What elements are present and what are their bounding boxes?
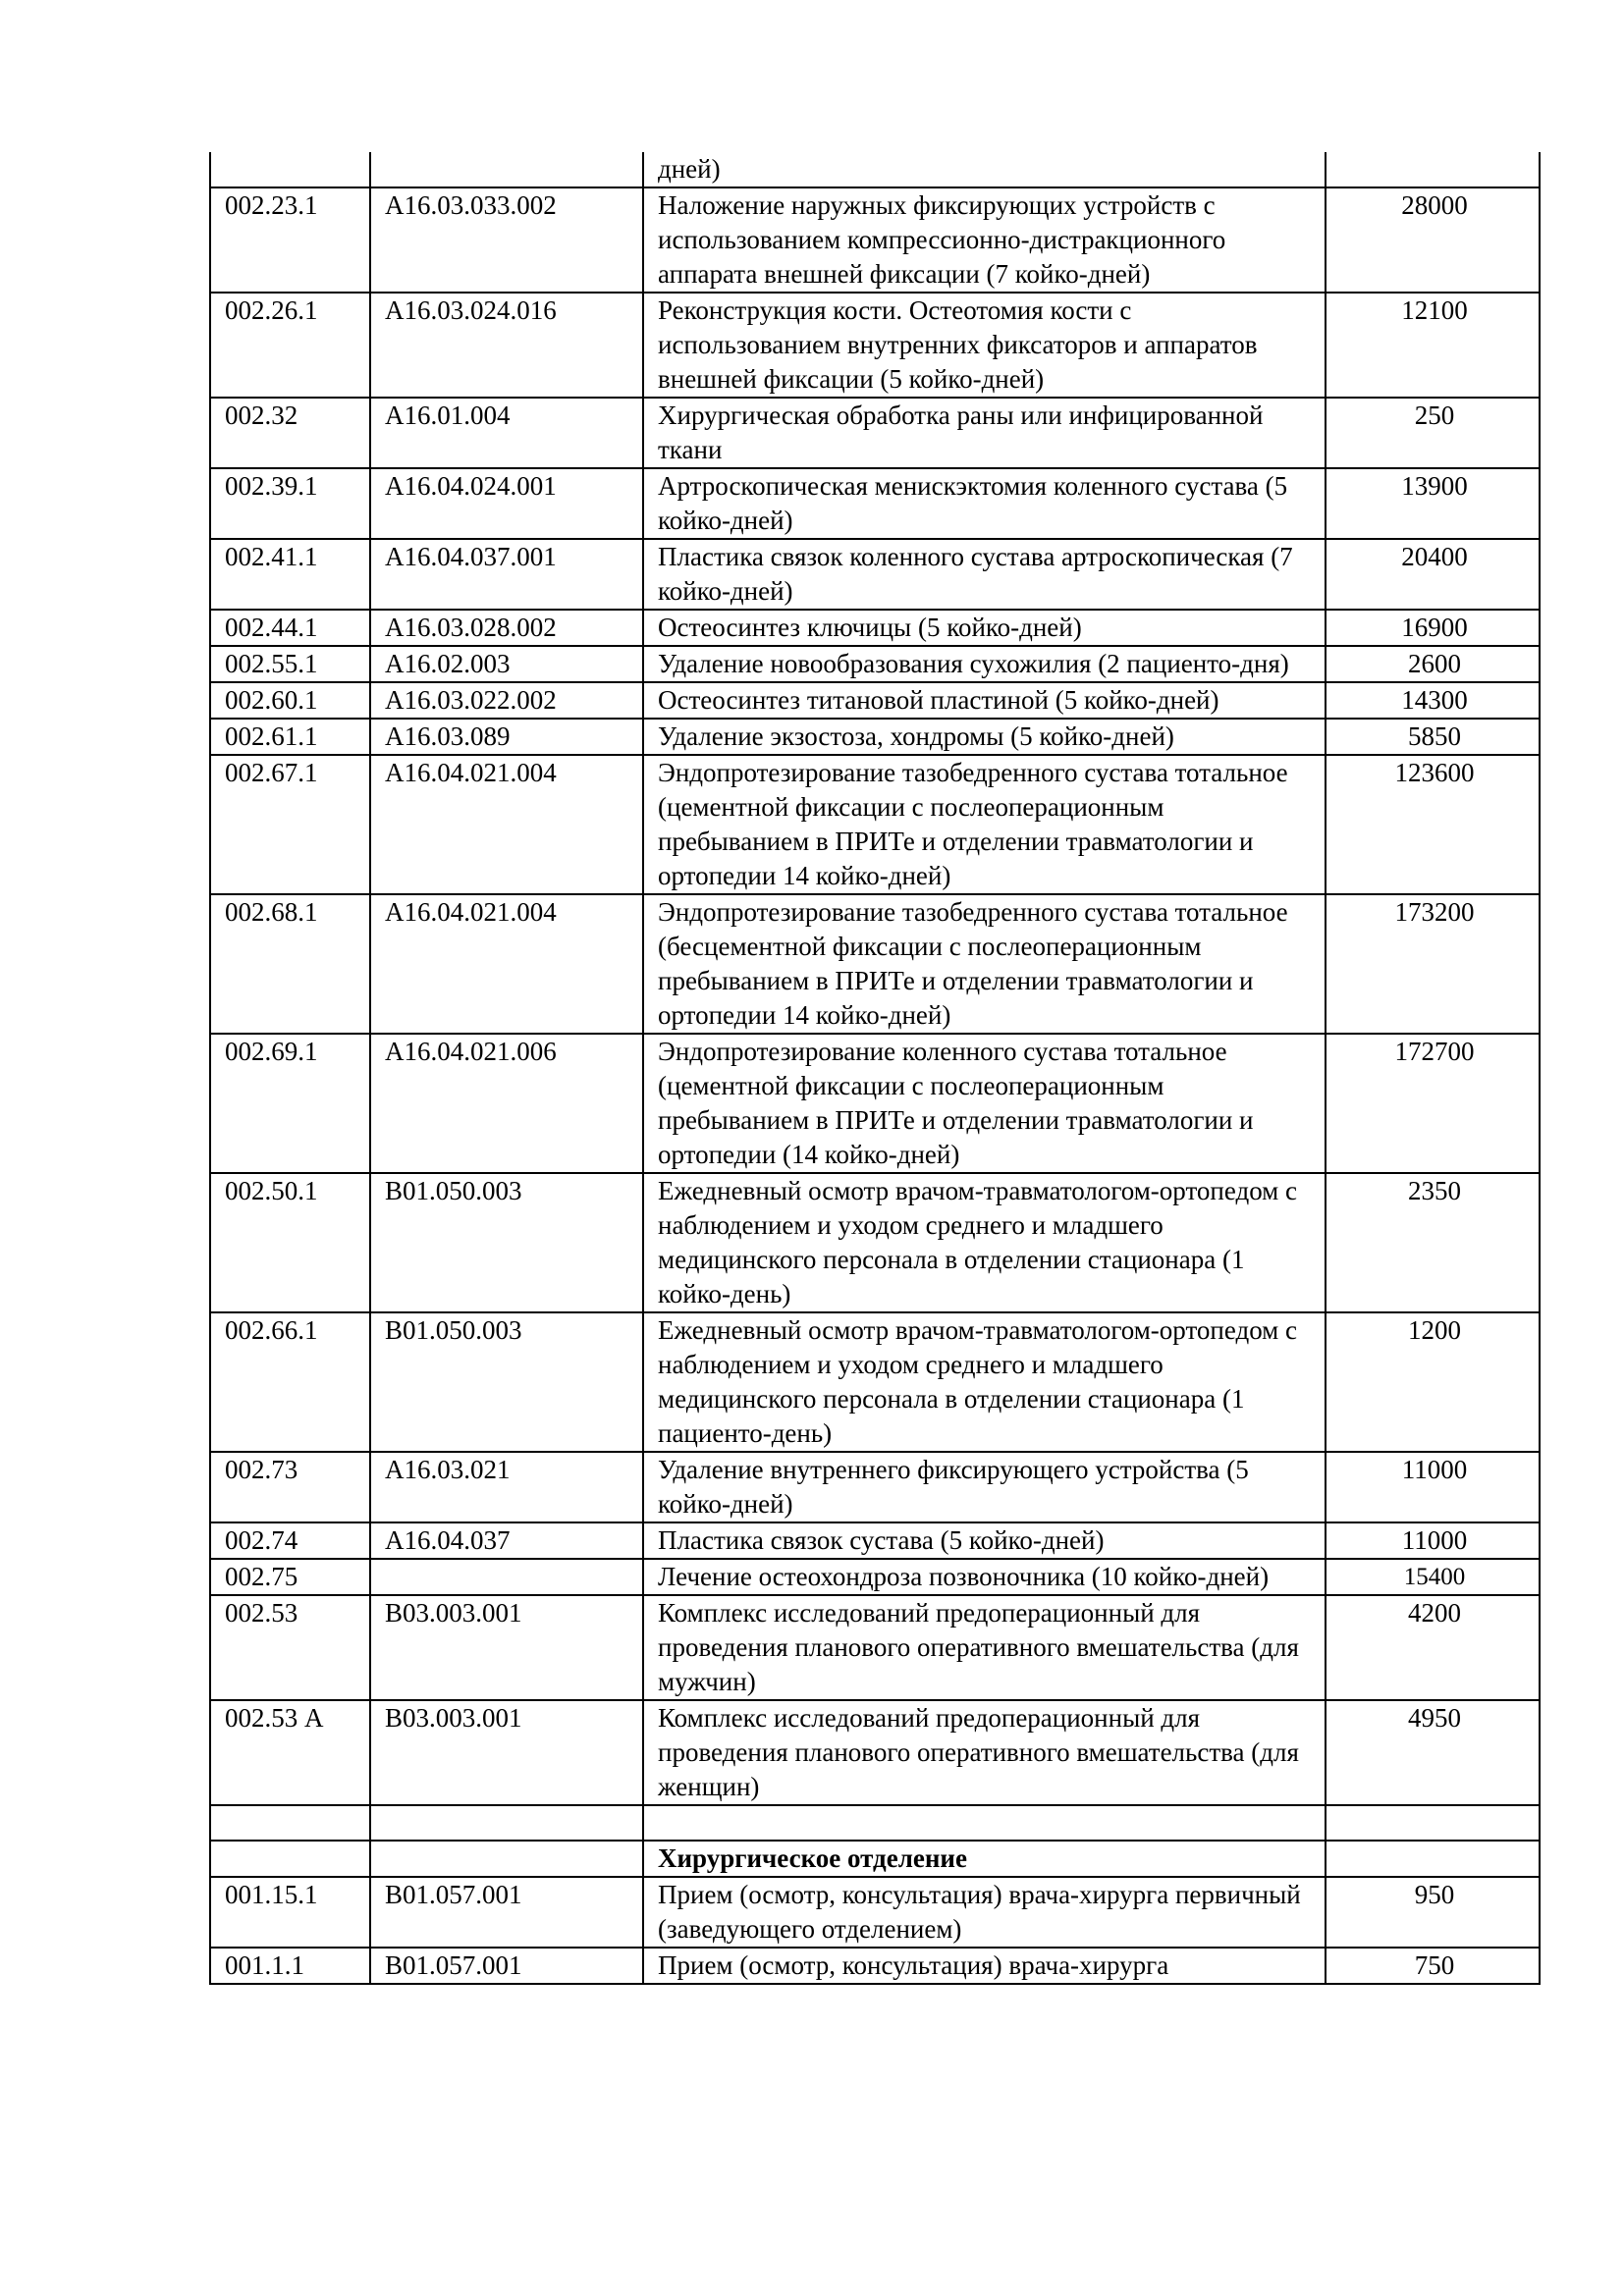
cell-num: 001.15.1 — [210, 1877, 370, 1948]
cell-code: A16.03.024.016 — [370, 293, 643, 398]
cell-code: B03.003.001 — [370, 1595, 643, 1700]
table-row — [210, 539, 1540, 610]
cell-num: 002.39.1 — [210, 468, 370, 539]
cell-name: Остеосинтез титановой пластиной (5 койко-дней) — [643, 682, 1326, 719]
table-row — [210, 1877, 1540, 1948]
table-row — [210, 1452, 1540, 1522]
table-row — [210, 1700, 1540, 1805]
cell-num: 002.32 — [210, 398, 370, 468]
cell-num: 002.60.1 — [210, 682, 370, 719]
table-row — [210, 398, 1540, 468]
cell-price: 20400 — [1326, 539, 1540, 610]
cell-code: B03.003.001 — [370, 1700, 643, 1805]
table-row — [210, 646, 1540, 682]
cell-code — [370, 1805, 643, 1841]
cell-name: Ежедневный осмотр врачом-травматологом-ортопедом с наблюдением и уходом среднего и младшего медицинского персонала в отделении стационара (1 пациенто-день) — [643, 1312, 1326, 1452]
cell-code: A16.04.021.006 — [370, 1034, 643, 1173]
cell-num: 002.50.1 — [210, 1173, 370, 1312]
table-row — [210, 719, 1540, 755]
cell-name: Удаление внутреннего фиксирующего устройства (5 койко-дней) — [643, 1452, 1326, 1522]
cell-num: 002.66.1 — [210, 1312, 370, 1452]
cell-name: дней) — [643, 152, 1326, 187]
table-row — [210, 894, 1540, 1034]
cell-num — [210, 1841, 370, 1877]
cell-price: 16900 — [1326, 610, 1540, 646]
cell-name: Лечение остеохондроза позвоночника (10 койко-дней) — [643, 1559, 1326, 1595]
cell-price: 750 — [1326, 1948, 1540, 1984]
cell-code: A16.03.089 — [370, 719, 643, 755]
cell-code — [370, 152, 643, 187]
cell-num: 002.67.1 — [210, 755, 370, 894]
table-row — [210, 187, 1540, 293]
cell-name: Эндопротезирование тазобедренного сустава тотальное (цементной фиксации с послеоперационным пребыванием в ПРИТе и отделении травматологии и ортопедии 14 койко-дней) — [643, 755, 1326, 894]
table-row — [210, 1312, 1540, 1452]
cell-price: 2350 — [1326, 1173, 1540, 1312]
cell-price: 5850 — [1326, 719, 1540, 755]
cell-num: 002.74 — [210, 1522, 370, 1559]
cell-num: 002.73 — [210, 1452, 370, 1522]
table-row — [210, 1173, 1540, 1312]
cell-price — [1326, 1805, 1540, 1841]
cell-price: 14300 — [1326, 682, 1540, 719]
cell-code — [370, 1841, 643, 1877]
table-row — [210, 1559, 1540, 1595]
cell-name: Остеосинтез ключицы (5 койко-дней) — [643, 610, 1326, 646]
cell-num: 002.68.1 — [210, 894, 370, 1034]
section-title: Хирургическое отделение — [643, 1841, 1326, 1877]
cell-code: A16.03.028.002 — [370, 610, 643, 646]
cell-price: 2600 — [1326, 646, 1540, 682]
cell-code: A16.03.022.002 — [370, 682, 643, 719]
cell-price — [1326, 152, 1540, 187]
cell-name: Прием (осмотр, консультация) врача-хирурга — [643, 1948, 1326, 1984]
cell-num — [210, 1805, 370, 1841]
cell-code: A16.04.024.001 — [370, 468, 643, 539]
cell-price: 13900 — [1326, 468, 1540, 539]
cell-name: Удаление новообразования сухожилия (2 пациенто-дня) — [643, 646, 1326, 682]
cell-price: 172700 — [1326, 1034, 1540, 1173]
cell-price: 173200 — [1326, 894, 1540, 1034]
cell-code: A16.02.003 — [370, 646, 643, 682]
table-row — [210, 610, 1540, 646]
table-row — [210, 1522, 1540, 1559]
cell-name: Пластика связок сустава (5 койко-дней) — [643, 1522, 1326, 1559]
cell-num: 002.26.1 — [210, 293, 370, 398]
cell-name: Реконструкция кости. Остеотомия кости с использованием внутренних фиксаторов и аппаратов внешней фиксации (5 койко-дней) — [643, 293, 1326, 398]
section-header-row — [210, 1841, 1540, 1877]
table-row — [210, 1948, 1540, 1984]
cell-price: 123600 — [1326, 755, 1540, 894]
cell-price: 28000 — [1326, 187, 1540, 293]
cell-price: 250 — [1326, 398, 1540, 468]
cell-price: 11000 — [1326, 1452, 1540, 1522]
cell-num: 002.61.1 — [210, 719, 370, 755]
cell-num: 002.53 А — [210, 1700, 370, 1805]
cell-name: Артроскопическая менискэктомия коленного сустава (5 койко-дней) — [643, 468, 1326, 539]
cell-code: B01.057.001 — [370, 1948, 643, 1984]
cell-code: B01.050.003 — [370, 1173, 643, 1312]
cell-price — [1326, 1841, 1540, 1877]
cell-price: 12100 — [1326, 293, 1540, 398]
cell-num: 002.69.1 — [210, 1034, 370, 1173]
cell-num — [210, 152, 370, 187]
cell-num: 002.41.1 — [210, 539, 370, 610]
cell-code: A16.04.021.004 — [370, 755, 643, 894]
cell-code: A16.01.004 — [370, 398, 643, 468]
cell-code: A16.04.037 — [370, 1522, 643, 1559]
cell-price: 11000 — [1326, 1522, 1540, 1559]
table-row — [210, 755, 1540, 894]
cell-code: A16.04.037.001 — [370, 539, 643, 610]
cell-code — [370, 1559, 643, 1595]
cell-name: Комплекс исследований предоперационный для проведения планового оперативного вмешательства (для женщин) — [643, 1700, 1326, 1805]
table-row — [210, 1034, 1540, 1173]
cell-code: A16.03.021 — [370, 1452, 643, 1522]
cell-name: Наложение наружных фиксирующих устройств с использованием компрессионно-дистракционного аппарата внешней фиксации (7 койко-дней) — [643, 187, 1326, 293]
cell-price: 950 — [1326, 1877, 1540, 1948]
table-row — [210, 468, 1540, 539]
cell-code: B01.057.001 — [370, 1877, 643, 1948]
table-row — [210, 682, 1540, 719]
cell-code: A16.04.021.004 — [370, 894, 643, 1034]
cell-name: Комплекс исследований предоперационный для проведения планового оперативного вмешательства (для мужчин) — [643, 1595, 1326, 1700]
cell-name: Ежедневный осмотр врачом-травматологом-ортопедом с наблюдением и уходом среднего и младшего медицинского персонала в отделении стационара (1 койко-день) — [643, 1173, 1326, 1312]
table-row — [210, 1595, 1540, 1700]
cell-num: 002.23.1 — [210, 187, 370, 293]
cell-num: 002.44.1 — [210, 610, 370, 646]
cell-code: B01.050.003 — [370, 1312, 643, 1452]
table-row-spacer — [210, 1805, 1540, 1841]
table-row-continuation — [210, 152, 1540, 187]
cell-num: 002.53 — [210, 1595, 370, 1700]
cell-name: Эндопротезирование тазобедренного сустава тотальное (бесцементной фиксации с послеоперационным пребыванием в ПРИТе и отделении травматологии и ортопедии 14 койко-дней) — [643, 894, 1326, 1034]
cell-price: 4200 — [1326, 1595, 1540, 1700]
cell-name: Пластика связок коленного сустава артроскопическая (7 койко-дней) — [643, 539, 1326, 610]
cell-price: 15400 — [1326, 1559, 1540, 1595]
table-row — [210, 293, 1540, 398]
cell-name: Прием (осмотр, консультация) врача-хирурга первичный (заведующего отделением) — [643, 1877, 1326, 1948]
cell-price: 4950 — [1326, 1700, 1540, 1805]
cell-code: A16.03.033.002 — [370, 187, 643, 293]
price-table — [209, 152, 1541, 1985]
cell-num: 001.1.1 — [210, 1948, 370, 1984]
cell-name: Хирургическая обработка раны или инфицированной ткани — [643, 398, 1326, 468]
cell-num: 002.55.1 — [210, 646, 370, 682]
cell-name — [643, 1805, 1326, 1841]
cell-name: Эндопротезирование коленного сустава тотальное (цементной фиксации с послеоперационным пребыванием в ПРИТе и отделении травматологии и ортопедии (14 койко-дней) — [643, 1034, 1326, 1173]
cell-price: 1200 — [1326, 1312, 1540, 1452]
cell-name: Удаление экзостоза, хондромы (5 койко-дней) — [643, 719, 1326, 755]
cell-num: 002.75 — [210, 1559, 370, 1595]
